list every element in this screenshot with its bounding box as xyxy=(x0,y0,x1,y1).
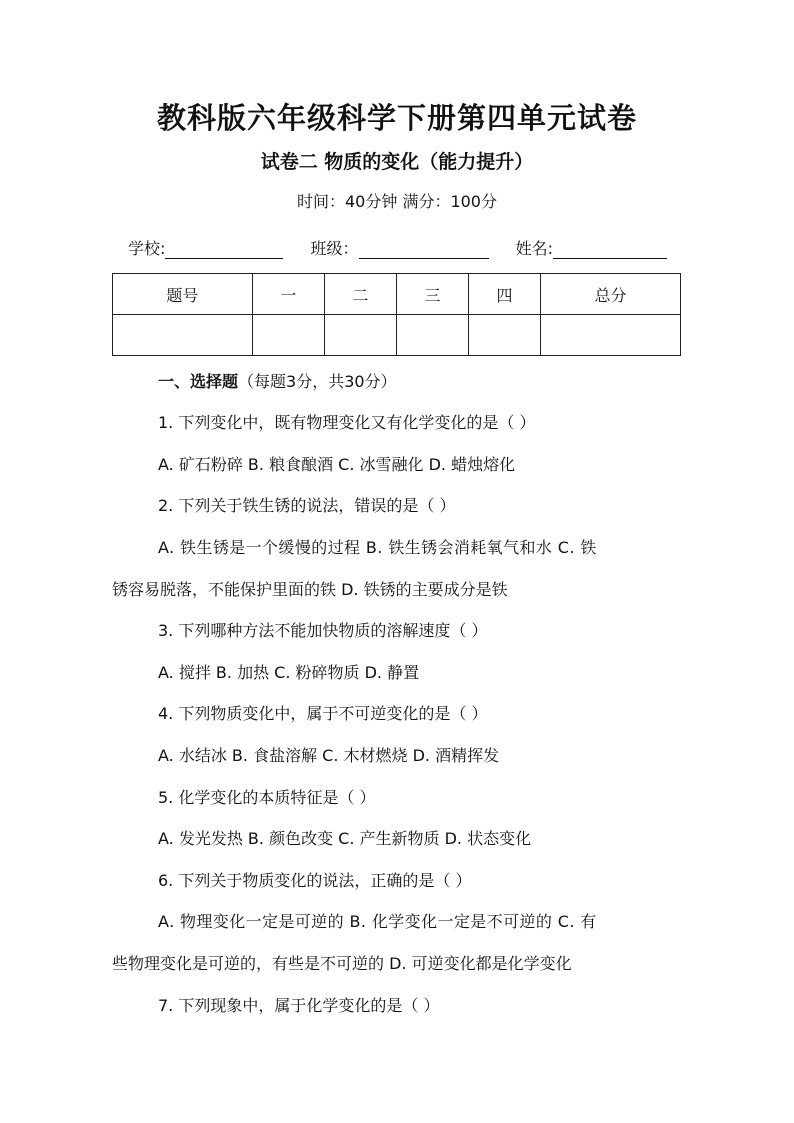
question-options: A. 铁生锈是一个缓慢的过程 B. 铁生锈会消耗氧气和水 C. 铁 xyxy=(158,538,597,557)
exam-title: 教科版六年级科学下册第四单元试卷 xyxy=(156,101,637,135)
question-options: A. 物理变化一定是可逆的 B. 化学变化一定是不可逆的 C. 有 xyxy=(158,912,597,931)
score-header-cell: 一 xyxy=(252,274,324,315)
question-stem: 3. 下列哪种方法不能加快物质的溶解速度（ ） xyxy=(158,621,488,640)
question-options: A. 矿石粉碎 B. 粮食酿酒 C. 冰雪融化 D. 蜡烛熔化 xyxy=(158,455,516,474)
question-options: A. 发光发热 B. 颜色改变 C. 产生新物质 D. 状态变化 xyxy=(158,829,532,848)
score-table-header-row xyxy=(113,274,681,315)
question-stem: 4. 下列物质变化中，属于不可逆变化的是（ ） xyxy=(158,704,488,723)
section-heading xyxy=(158,369,397,392)
question-stem: 5. 化学变化的本质特征是（ ） xyxy=(158,788,376,807)
exam-subtitle: 试卷二 物质的变化（能力提升） xyxy=(260,151,534,173)
time-and-score-info: 时间：40分钟 满分：100分 xyxy=(297,192,497,211)
score-cell[interactable] xyxy=(541,315,681,356)
score-cell[interactable] xyxy=(469,315,541,356)
score-cell[interactable] xyxy=(324,315,396,356)
question-options: A. 水结冰 B. 食盐溶解 C. 木材燃烧 D. 酒精挥发 xyxy=(158,746,500,765)
score-cell[interactable] xyxy=(252,315,324,356)
score-table xyxy=(112,273,681,356)
score-header-cell: 总分 xyxy=(541,274,681,315)
score-header-cell: 四 xyxy=(469,274,541,315)
school-label: 学校: xyxy=(128,239,166,258)
question-stem: 7. 下列现象中，属于化学变化的是（ ） xyxy=(158,996,440,1015)
student-info-line xyxy=(128,236,688,259)
question-stem: 6. 下列关于物质变化的说法，正确的是（ ） xyxy=(158,871,472,890)
score-header-cell: 题号 xyxy=(113,274,253,315)
score-header-cell: 二 xyxy=(324,274,396,315)
question-options-continued: 锈容易脱落，不能保护里面的铁 D. 铁锈的主要成分是铁 xyxy=(112,580,508,599)
school-blank[interactable] xyxy=(165,240,283,259)
score-cell[interactable] xyxy=(396,315,468,356)
question-stem: 1. 下列变化中，既有物理变化又有化学变化的是（ ） xyxy=(158,413,536,432)
class-label: 班级： xyxy=(310,239,359,258)
question-options-continued: 些物理变化是可逆的，有些是不可逆的 D. 可逆变化都是化学变化 xyxy=(112,954,572,973)
question-stem: 2. 下列关于铁生锈的说法，错误的是（ ） xyxy=(158,496,456,515)
class-blank[interactable] xyxy=(359,240,489,259)
score-cell[interactable] xyxy=(113,315,253,356)
name-blank[interactable] xyxy=(553,240,667,259)
section-title: 一、选择题 xyxy=(158,372,239,391)
question-options: A. 搅拌 B. 加热 C. 粉碎物质 D. 静置 xyxy=(158,663,420,682)
name-label: 姓名: xyxy=(515,239,554,258)
score-header-cell: 三 xyxy=(396,274,468,315)
score-table-score-row xyxy=(113,315,681,356)
section-note: （每题3分，共30分） xyxy=(238,372,397,391)
